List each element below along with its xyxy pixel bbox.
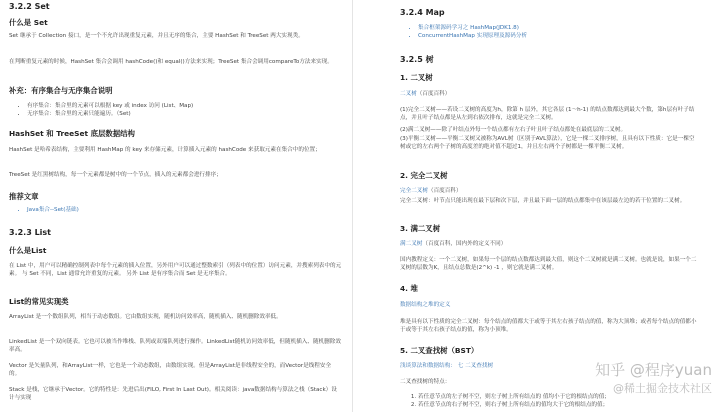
paragraph-arraylist: ArrayList 是一个数组队列，相当于动态数组。它由数组实现，随机访问效率高，随机插入、随机删除效率低。 (9, 314, 282, 320)
paragraph-stack: Stack 是栈，它继承于Vector。它的特性是：先进后出(FILO, First In Last Out)。相关阅读：java数据结构与算法之栈（Stack）设计与实现 (9, 387, 337, 401)
paragraph-complete-bt: (1)完全二叉树——若设二叉树的高度为h，除第 h 层外，其它各层 (1～h-1) 的结点数都达到最大个数，第h层有叶子结点，并且叶子结点都是从左到右依次排布，这就是完全二叉树。 (400, 107, 695, 121)
paragraph-linkedlist: LinkedList 是一个双向链表。它也可以被当作堆栈、队列或双端队列进行操作。LinkedList随机访问效率低，但随机插入、随机删除效率高。 (9, 339, 341, 353)
paragraph-hashset: HashSet 是哈希表结构，主要利用 HashMap 的 key 来存储元素，计算插入元素的 hashCode 来获取元素在集合中的位置； (9, 147, 321, 153)
heading-supplement: 补充：有序集合与无序集合说明 (9, 86, 113, 95)
heading-3-2-5: 3.2.5 树 (400, 55, 434, 64)
paragraph-bst-intro: 二叉查找树的特点： (400, 379, 451, 385)
heading-list-impl: List的常见实现类 (9, 297, 69, 306)
paragraph-complete-bt-def: 完全二叉树：叶节点只能出现在最下层和次下层，并且最下面一层的结点都集中在该层最左边的若干位置的二叉树。 (400, 198, 686, 204)
list-item: 2. 若任意节点的右子树不空，则右子树上所有结点的值均大于它的根结点的值； (418, 401, 700, 409)
heading-recommended: 推荐文章 (9, 192, 39, 201)
link-full-bt[interactable]: 满二叉树 (400, 241, 423, 247)
source-heap (400, 301, 700, 309)
link-heap[interactable]: 数据结构之堆的定义 (400, 302, 451, 308)
watermark (595, 359, 712, 396)
link-binary-tree[interactable]: 二叉树 (400, 91, 417, 97)
paragraph-set-hash: 在判断重复元素的时候，HashSet 集合会调用 hashCode()和 equal()方法来实现；TreeSet 集合会调用compareTo方法来实现。 (9, 59, 333, 65)
link-concurrenthashmap[interactable]: • ConcurrentHashMap 实现原理及源码分析 (418, 32, 700, 40)
paragraph-heap-def: 堆是具有以下性质的完全二叉树：每个结点的值都大于或等于其左右孩子结点的值，称为大顶堆；或者每个结点的值都小于或等于其左右孩子结点的值，称为小顶堆。 (400, 319, 697, 333)
heading-full-binary-tree: 3. 满二叉树 (400, 224, 441, 233)
link-java-set[interactable]: • Java集合--Set(基础) (27, 206, 342, 214)
heading-what-is-set: 什么是 Set (9, 18, 48, 27)
heading-hashset-treeset: HashSet 和 TreeSet 底层数据结构 (9, 129, 135, 138)
source-complete-bt: 完全二叉树（百度百科） (400, 188, 462, 194)
source-full-bt: 满二叉树（百度百科，国内外的定义不同） (400, 241, 507, 247)
section-3-2-2 (0, 2, 352, 11)
paragraph-balanced-bt: (3)平衡二叉树——平衡二叉树又被称为AVL树（区别于AVL算法），它是一棵二叉排序树，且具有以下性质：它是一棵空树或它的左右两个子树的高度差的绝对值不超过1，并且左右两个子树都是一棵平衡二叉树。 (400, 136, 695, 150)
paragraph-treeset: TreeSet 是红黑树结构，每一个元素都是树中的一个节点，插入的元素都会进行排序； (9, 172, 222, 178)
paragraph-set-intro: Set 继承于 Collection 接口，是一个不允许出现重复元素，并且无序的集合，主要 HashSet 和 TreeSet 两大实现类。 (9, 33, 304, 39)
list-item: 1. 若任意节点的左子树不空，则左子树上所有结点的 值均小于它的根结点的值； (418, 393, 700, 401)
heading-3-2-3: 3.2.3 List (9, 228, 51, 237)
paragraph-list-intro: 在 List 中，用户可以精确控制列表中每个元素的插入位置，另外用户可以通过整数索引（列表中的位置）访问元素，并搜索列表中的元素。 与 Set 不同，List 通常允许重复的元素。 另外 List 是有序集合而 Set 是无序集合。 (9, 263, 342, 277)
paragraph-full-bt-def: 国内教程定义：一个二叉树，如果每一个层的结点数都达到最大值，则这个二叉树就是满二叉树。也就是说，如果一个二叉树的层数为K，且结点总数是(2^k) -1 ，则它就是满二叉树。 (400, 257, 697, 271)
link-hashmap[interactable]: • 集合框架源码学习之 HashMap(JDK1.8) (418, 24, 700, 32)
supplement-list (9, 102, 342, 118)
source-binary-tree: 二叉树（百度百科） (400, 91, 451, 97)
watermark-line-2: @稀土掘金技术社区 (613, 382, 712, 395)
heading-3-2-4: 3.2.4 Map (400, 8, 445, 17)
right-page (360, 0, 720, 412)
link-bst[interactable]: 浅谈算法和数据结构： 七 二叉查找树 (400, 363, 494, 369)
list-item: • 有序集合：集合里的元素可以根据 key 或 index 访问 (List、Map) (27, 102, 342, 110)
heading-bst: 5. 二叉查找树（BST） (400, 346, 479, 355)
heading-binary-tree: 1. 二叉树 (400, 73, 433, 82)
heading-heap: 4. 堆 (400, 284, 418, 293)
heading-3-2-2: 3.2.2 Set (9, 2, 50, 11)
list-item: • 无序集合：集合里的元素只能遍历。（Set) (27, 110, 342, 118)
heading-complete-binary-tree: 2. 完全二叉树 (400, 171, 448, 180)
link-complete-bt[interactable]: 完全二叉树 (400, 188, 428, 194)
heading-what-is-list: 什么是List (9, 246, 47, 255)
watermark-line-1: 知乎 @程序yuan (595, 361, 712, 379)
paragraph-full-bt: (2)满二叉树——除了叶结点外每一个结点都有左右子叶且叶子结点都处在最底层的二叉树。 (400, 127, 627, 133)
left-page (0, 0, 353, 412)
paragraph-vector: Vector 是矢量队列，和ArrayList一样，它也是一个动态数组，由数组实现。但是ArrayList是非线程安全的，而Vector是线程安全的。 (9, 363, 332, 377)
